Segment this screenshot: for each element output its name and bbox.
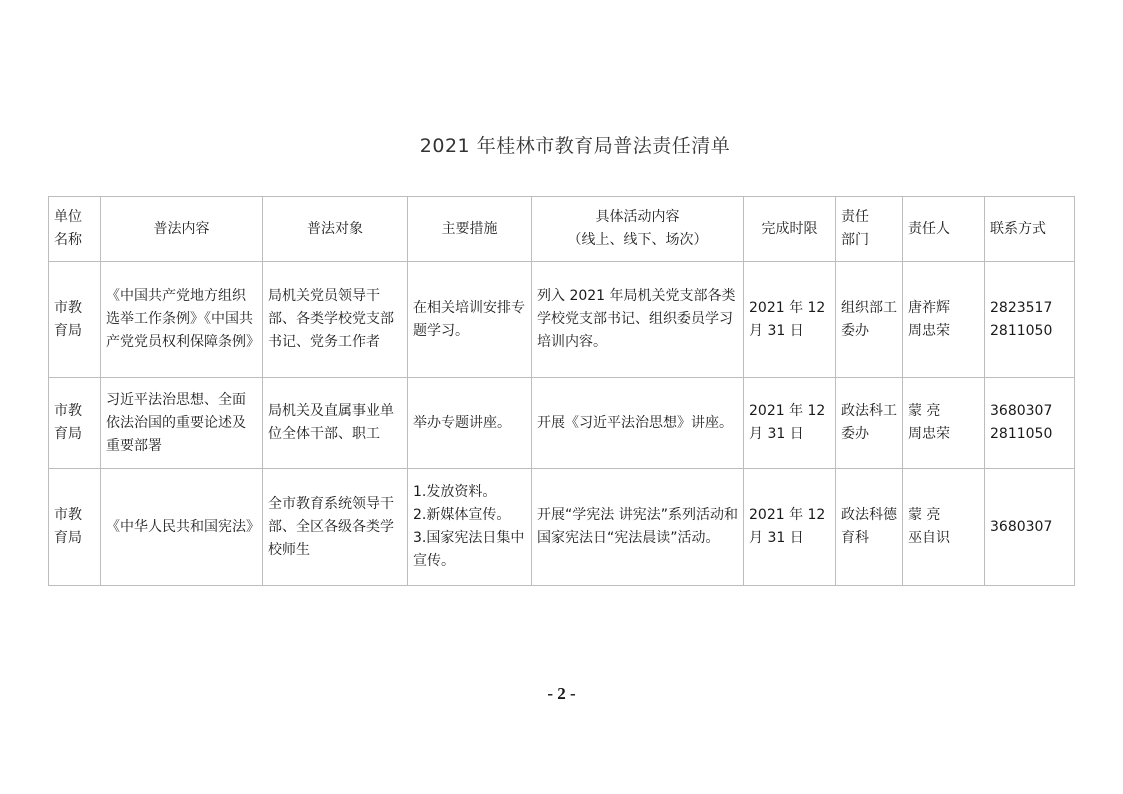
cell-person: 蒙 亮 周忠荣 [903,378,985,469]
cell-unit: 市教 育局 [49,378,101,469]
cell-content: 习近平法治思想、全面依法治国的重要论述及重要部署 [101,378,263,469]
page-title: 2021 年桂林市教育局普法责任清单 [419,135,731,157]
table-row [49,378,1075,469]
cell-target: 局机关及直属事业单位全体干部、职工 [263,378,408,469]
cell-person: 蒙 亮 巫自识 [903,469,985,586]
cell-unit: 市教 育局 [49,469,101,586]
cell-activity: 开展“学宪法 讲宪法”系列活动和国家宪法日“宪法晨读”活动。 [532,469,744,586]
cell-unit: 市教 育局 [49,262,101,378]
table-row [49,262,1075,378]
cell-measures: 1.发放资料。 2.新媒体宣传。 3.国家宪法日集中宣传。 [408,469,532,586]
cell-contact: 2823517 2811050 [985,262,1075,378]
cell-deadline: 2021 年 12 月 31 日 [744,469,836,586]
cell-measures: 在相关培训安排专题学习。 [408,262,532,378]
cell-content: 《中国共产党地方组织选举工作条例》《中国共产党党员权利保障条例》 [101,262,263,378]
header-contact: 联系方式 [985,197,1075,262]
table-row [49,469,1075,586]
header-activity: 具体活动内容 （线上、线下、场次） [532,197,744,262]
header-content: 普法内容 [101,197,263,262]
cell-contact: 3680307 [985,469,1075,586]
header-measures: 主要措施 [408,197,532,262]
cell-measures: 举办专题讲座。 [408,378,532,469]
header-person: 责任人 [903,197,985,262]
page-number: - 2 - [547,684,576,703]
responsibility-table [48,196,1075,586]
cell-deadline: 2021 年 12 月 31 日 [744,378,836,469]
cell-dept: 组织部工委办 [836,262,903,378]
cell-target: 全市教育系统领导干部、全区各级各类学校师生 [263,469,408,586]
header-target: 普法对象 [263,197,408,262]
cell-dept: 政法科德育科 [836,469,903,586]
header-deadline: 完成时限 [744,197,836,262]
table-header-row [49,197,1075,262]
cell-content: 《中华人民共和国宪法》 [101,469,263,586]
cell-contact: 3680307 2811050 [985,378,1075,469]
cell-deadline: 2021 年 12 月 31 日 [744,262,836,378]
cell-target: 局机关党员领导干部、各类学校党支部书记、党务工作者 [263,262,408,378]
cell-activity: 开展《习近平法治思想》讲座。 [532,378,744,469]
cell-activity: 列入 2021 年局机关党支部各类学校党支部书记、组织委员学习培训内容。 [532,262,744,378]
header-unit: 单位 名称 [49,197,101,262]
cell-person: 唐祚辉 周忠荣 [903,262,985,378]
header-dept: 责任 部门 [836,197,903,262]
cell-dept: 政法科工委办 [836,378,903,469]
